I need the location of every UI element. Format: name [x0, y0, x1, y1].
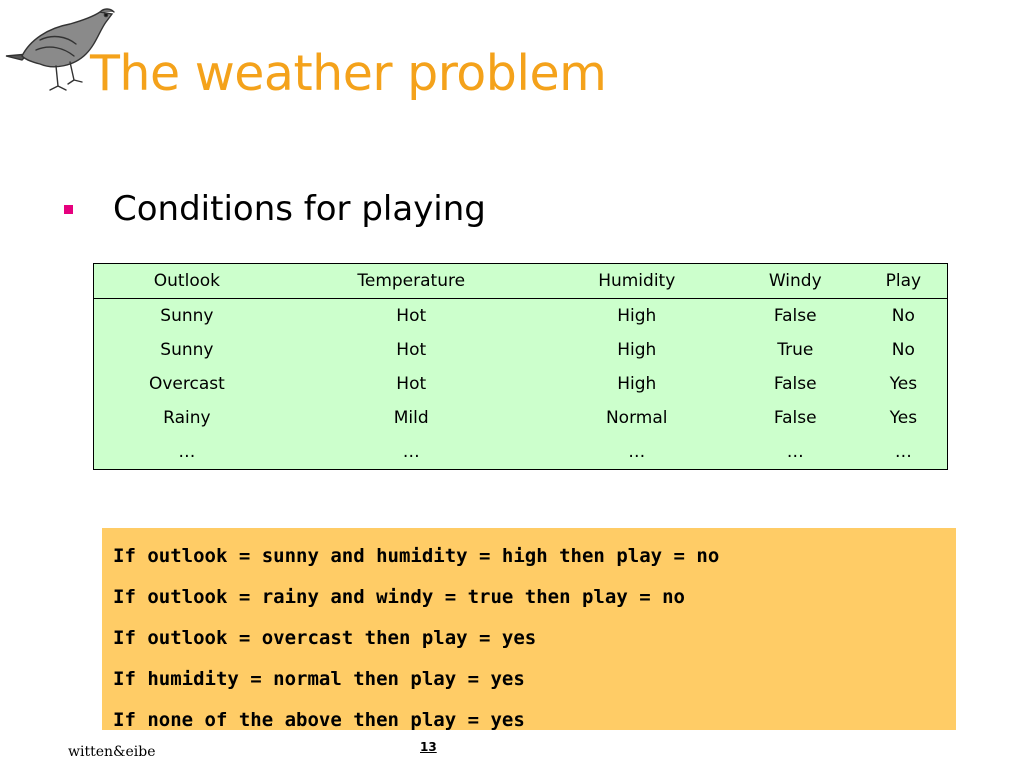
table-row — [94, 401, 948, 435]
table-cell: … — [786, 442, 804, 462]
table-cell: False — [773, 408, 817, 428]
table-cell: … — [628, 442, 646, 462]
table-cell: Sunny — [160, 306, 214, 326]
table-cell: … — [894, 442, 912, 462]
column-header-play: Play — [860, 264, 948, 299]
table-row — [94, 367, 948, 401]
column-header-outlook: Outlook — [94, 264, 280, 299]
table-cell: Hot — [396, 340, 427, 360]
square-bullet-icon — [64, 205, 73, 214]
column-header-windy: Windy — [731, 264, 860, 299]
table-cell: Yes — [889, 374, 918, 394]
bullet-text: Conditions for playing — [113, 189, 486, 229]
column-header-humidity: Humidity — [543, 264, 731, 299]
table-cell: Mild — [393, 408, 429, 428]
table-row — [94, 435, 948, 470]
table-cell: Yes — [889, 408, 918, 428]
rule-line: If none of the above then play = yes — [113, 709, 525, 731]
table-row — [94, 299, 948, 334]
table-cell: False — [773, 306, 817, 326]
table-header-row — [94, 264, 948, 299]
rule-line: If outlook = sunny and humidity = high then play = no — [113, 545, 720, 567]
table-cell: Rainy — [163, 408, 211, 428]
table-cell: No — [891, 340, 915, 360]
rule-line: If outlook = rainy and windy = true then play = no — [113, 586, 685, 608]
page-number: 13 — [420, 740, 437, 754]
table-cell: … — [178, 442, 196, 462]
table-cell: Normal — [605, 408, 668, 428]
footer-author: witten&eibe — [68, 744, 156, 760]
table-row — [94, 333, 948, 367]
table-cell: Hot — [396, 306, 427, 326]
table-cell: True — [777, 340, 814, 360]
table-cell: Hot — [396, 374, 427, 394]
column-header-temperature: Temperature — [280, 264, 543, 299]
slide-title: The weather problem — [90, 45, 607, 102]
rules-box — [102, 528, 956, 730]
rule-line: If humidity = normal then play = yes — [113, 668, 525, 690]
table-cell: High — [617, 306, 657, 326]
rule-line: If outlook = overcast then play = yes — [113, 627, 537, 649]
table-cell: High — [617, 340, 657, 360]
table-cell: Sunny — [160, 340, 214, 360]
table-cell: No — [891, 306, 915, 326]
table-cell: False — [773, 374, 817, 394]
table-cell: High — [617, 374, 657, 394]
table-cell: Overcast — [148, 374, 225, 394]
weather-data-table — [93, 263, 948, 470]
table-cell: … — [402, 442, 420, 462]
